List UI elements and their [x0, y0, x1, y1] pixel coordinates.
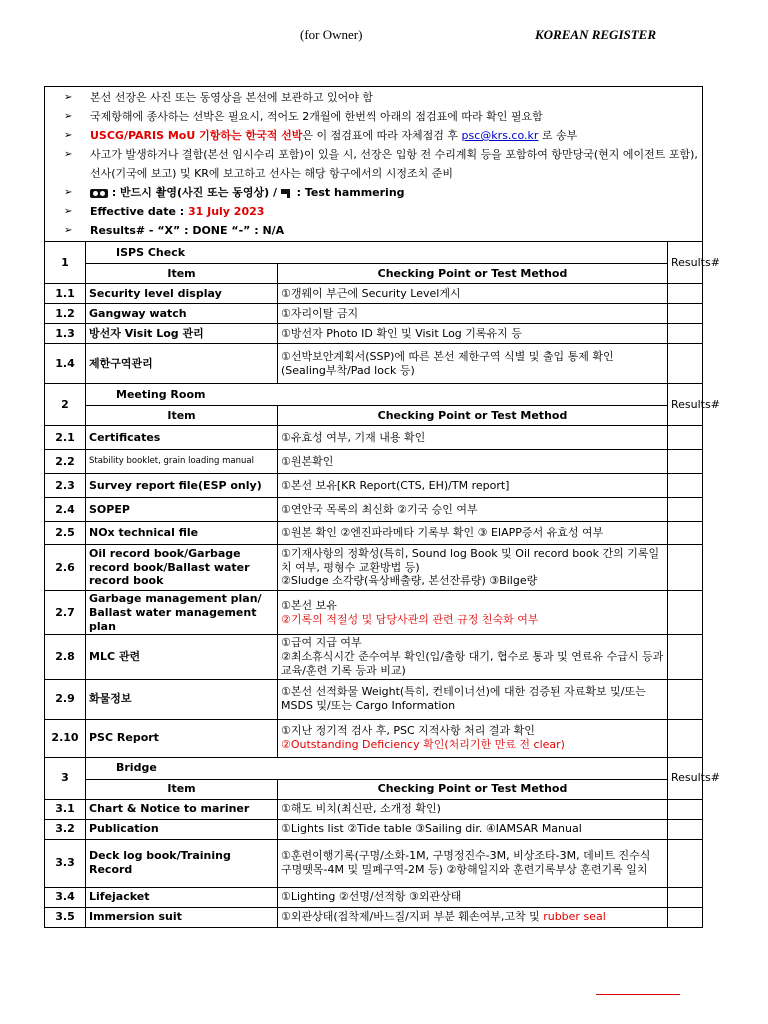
note-item: ➢ 국제항해에 종사하는 선박은 필요시, 적어도 2개월에 한번씩 아래의 점검표에 따라 확인 필요함: [48, 107, 699, 126]
row-item: Survey report file(ESP only): [86, 474, 278, 498]
row-item: Gangway watch: [86, 304, 278, 324]
row-number: 1.1: [45, 284, 86, 304]
table-row: [45, 635, 703, 679]
row-number: 2.3: [45, 474, 86, 498]
table-row: [45, 304, 703, 324]
result-cell[interactable]: [668, 799, 703, 819]
section-number: 3: [45, 757, 86, 799]
row-number: 3.3: [45, 839, 86, 887]
result-cell[interactable]: [668, 304, 703, 324]
arrow-icon: ➢: [64, 149, 73, 160]
item-column-header: Item: [86, 779, 278, 799]
result-cell[interactable]: [668, 591, 703, 635]
page-header: [0, 27, 768, 45]
row-check: ①선박보안계획서(SSP)에 따른 본선 제한구역 식별 및 출입 통제 확인 (Sealing부착/Pad lock 등): [278, 344, 668, 384]
row-item: Deck log book/Training Record: [86, 839, 278, 887]
row-item: SOPEP: [86, 498, 278, 522]
table-row: [45, 522, 703, 545]
row-number: 2.9: [45, 679, 86, 719]
row-number: 2.10: [45, 719, 86, 757]
results-header: Results#: [668, 242, 703, 284]
table-row: [45, 324, 703, 344]
row-number: 2.6: [45, 545, 86, 591]
result-cell[interactable]: [668, 344, 703, 384]
table-row: [45, 839, 703, 887]
row-number: 2.7: [45, 591, 86, 635]
row-item: 방선자 Visit Log 관리: [86, 324, 278, 344]
row-check: ①본선 보유 ②기록의 적절성 및 담당사관의 관련 규정 친숙화 여부: [278, 591, 668, 635]
table-row: [45, 819, 703, 839]
row-check: ①기재사항의 정확성(특히, Sound log Book 및 Oil record book 간의 기록일치 여부, 평형수 교환방법 등) ②Sludge 소각량(육상배출량, 본선잔류량) ③Bilge량: [278, 545, 668, 591]
row-check: ①Lighting ②선명/선적항 ③외관상태: [278, 887, 668, 907]
notes-list: [48, 88, 699, 240]
row-check: ①유효성 여부, 기재 내용 확인: [278, 426, 668, 450]
result-cell[interactable]: [668, 635, 703, 679]
note-item: ➢ 본선 선장은 사진 또는 동영상을 본선에 보관하고 있어야 함: [48, 88, 699, 107]
section-title: ISPS Check: [86, 242, 668, 264]
psc-email-link[interactable]: psc@krs.co.kr: [461, 129, 539, 142]
owner-label: (for Owner): [300, 27, 363, 42]
table-row: [45, 426, 703, 450]
column-header-row: [45, 406, 703, 426]
result-cell[interactable]: [668, 324, 703, 344]
row-number: 3.1: [45, 799, 86, 819]
note-item: ➢ USCG/PARIS MoU 기항하는 한국적 선박은 이 점검표에 따라 자체점검 후 psc@krs.co.kr 로 송부: [48, 126, 699, 145]
row-item: 화물정보: [86, 679, 278, 719]
arrow-icon: ➢: [64, 206, 73, 217]
row-item: Publication: [86, 819, 278, 839]
result-cell[interactable]: [668, 284, 703, 304]
row-number: 2.2: [45, 450, 86, 474]
row-item: 제한구역관리: [86, 344, 278, 384]
section-title: Meeting Room: [86, 384, 668, 406]
row-number: 1.4: [45, 344, 86, 384]
row-check: ①원본확인: [278, 450, 668, 474]
row-item: Lifejacket: [86, 887, 278, 907]
row-item: PSC Report: [86, 719, 278, 757]
result-cell[interactable]: [668, 522, 703, 545]
results-header: Results#: [668, 384, 703, 426]
arrow-icon: ➢: [64, 225, 73, 236]
section-number: 1: [45, 242, 86, 284]
table-row: [45, 545, 703, 591]
row-number: 3.4: [45, 887, 86, 907]
hammer-icon: [281, 188, 293, 198]
column-header-row: [45, 779, 703, 799]
arrow-icon: ➢: [64, 92, 73, 103]
row-check: ①급여 지급 여부 ②최소휴식시간 준수여부 확인(입/출항 대기, 협수로 통과 및 연료유 수급시 등과 교육/훈련 기록 등과 비교): [278, 635, 668, 679]
row-number: 2.8: [45, 635, 86, 679]
result-cell[interactable]: [668, 819, 703, 839]
row-check: ①갱웨이 부근에 Security Level게시: [278, 284, 668, 304]
row-number: 1.3: [45, 324, 86, 344]
row-number: 2.4: [45, 498, 86, 522]
checklist-table: [44, 86, 720, 928]
row-check: ①Lights list ②Tide table ③Sailing dir. ④IAMSAR Manual: [278, 819, 668, 839]
result-cell[interactable]: [668, 474, 703, 498]
section-header: [45, 384, 703, 406]
check-column-header: Checking Point or Test Method: [278, 406, 668, 426]
result-cell[interactable]: [668, 426, 703, 450]
result-cell[interactable]: [668, 887, 703, 907]
table-row: [45, 474, 703, 498]
row-item: Garbage management plan/ Ballast water management plan: [86, 591, 278, 635]
result-cell[interactable]: [668, 839, 703, 887]
row-check: ①방선자 Photo ID 확인 및 Visit Log 기록유지 등: [278, 324, 668, 344]
row-number: 1.2: [45, 304, 86, 324]
row-number: 3.2: [45, 819, 86, 839]
column-header-row: [45, 264, 703, 284]
row-number: 2.5: [45, 522, 86, 545]
note-item: ➢ Results# - “X” : DONE “-” : N/A: [48, 221, 699, 240]
camera-icon: [90, 189, 108, 198]
item-column-header: Item: [86, 406, 278, 426]
table-row: [45, 344, 703, 384]
row-item: NOx technical file: [86, 522, 278, 545]
result-cell[interactable]: [668, 907, 703, 927]
row-item: Oil record book/Garbage record book/Ballast water record book: [86, 545, 278, 591]
check-column-header: Checking Point or Test Method: [278, 264, 668, 284]
result-cell[interactable]: [668, 450, 703, 474]
row-item: Immersion suit: [86, 907, 278, 927]
note-item: ➢ : 반드시 촬영(사진 또는 동영상) / : Test hammering: [48, 183, 699, 202]
results-header: Results#: [668, 757, 703, 799]
row-check: ①지난 정기적 검사 후, PSC 지적사항 처리 결과 확인 ②Outstanding Deficiency 확인(처리기한 만료 전 clear): [278, 719, 668, 757]
row-item: Chart & Notice to mariner: [86, 799, 278, 819]
row-item: Stability booklet, grain loading manual: [86, 450, 278, 474]
row-check: ①외관상태(접착제/바느질/지퍼 부분 훼손여부,고착 및 rubber seal: [278, 907, 668, 927]
check-column-header: Checking Point or Test Method: [278, 779, 668, 799]
result-cell[interactable]: [668, 498, 703, 522]
row-item: Security level display: [86, 284, 278, 304]
row-check: ①본선 선적화물 Weight(특히, 컨테이너선)에 대한 검증된 자료확보 및/또는 MSDS 및/또는 Cargo Information: [278, 679, 668, 719]
row-number: 2.1: [45, 426, 86, 450]
row-check: ①훈련이행기록(구명/소화-1M, 구명정진수-3M, 비상조타-3M, 데비트 진수식 구명뗏목-4M 및 밀폐구역-2M 등) ②항해일지와 훈련기록부상 훈련기록 일치: [278, 839, 668, 887]
note-item: ➢ 사고가 발생하거나 결함(본선 임시수리 포함)이 있을 시, 선장은 입항 전 수리계획 등을 포함하여 항만당국(현지 에이전트 포함), 선사(기국에 보고) 및 KR에 보고하고 선사는 해당 항구에서의 시정조치 준비: [48, 145, 699, 183]
row-check: ①원본 확인 ②엔진파라메타 기록부 확인 ③ EIAPP증서 유효성 여부: [278, 522, 668, 545]
row-item: Certificates: [86, 426, 278, 450]
result-cell[interactable]: [668, 679, 703, 719]
table-row: [45, 679, 703, 719]
arrow-icon: ➢: [64, 130, 73, 141]
arrow-icon: ➢: [64, 111, 73, 122]
row-number: 3.5: [45, 907, 86, 927]
section-number: 2: [45, 384, 86, 426]
row-check: ①자리이탈 금지: [278, 304, 668, 324]
arrow-icon: ➢: [64, 187, 73, 198]
item-column-header: Item: [86, 264, 278, 284]
row-check: ①본선 보유[KR Report(CTS, EH)/TM report]: [278, 474, 668, 498]
section-header: [45, 757, 703, 779]
table-row: [45, 498, 703, 522]
table-row: [45, 450, 703, 474]
section-title: Bridge: [86, 757, 668, 779]
table-row: [45, 284, 703, 304]
red-underline-mark: [596, 994, 680, 995]
table-row: [45, 719, 703, 757]
notes-row: [45, 87, 703, 242]
row-check: ①연안국 목록의 최신화 ②기국 승인 여부: [278, 498, 668, 522]
result-cell[interactable]: [668, 545, 703, 591]
result-cell[interactable]: [668, 719, 703, 757]
table-row: [45, 799, 703, 819]
row-check: ①해도 비치(최신판, 소개정 확인): [278, 799, 668, 819]
table-row: [45, 591, 703, 635]
register-label: KOREAN REGISTER: [535, 27, 657, 42]
note-item: ➢ Effective date : 31 July 2023: [48, 202, 699, 221]
table-row: [45, 907, 703, 927]
row-item: MLC 관련: [86, 635, 278, 679]
table-row: [45, 887, 703, 907]
section-header: [45, 242, 703, 264]
